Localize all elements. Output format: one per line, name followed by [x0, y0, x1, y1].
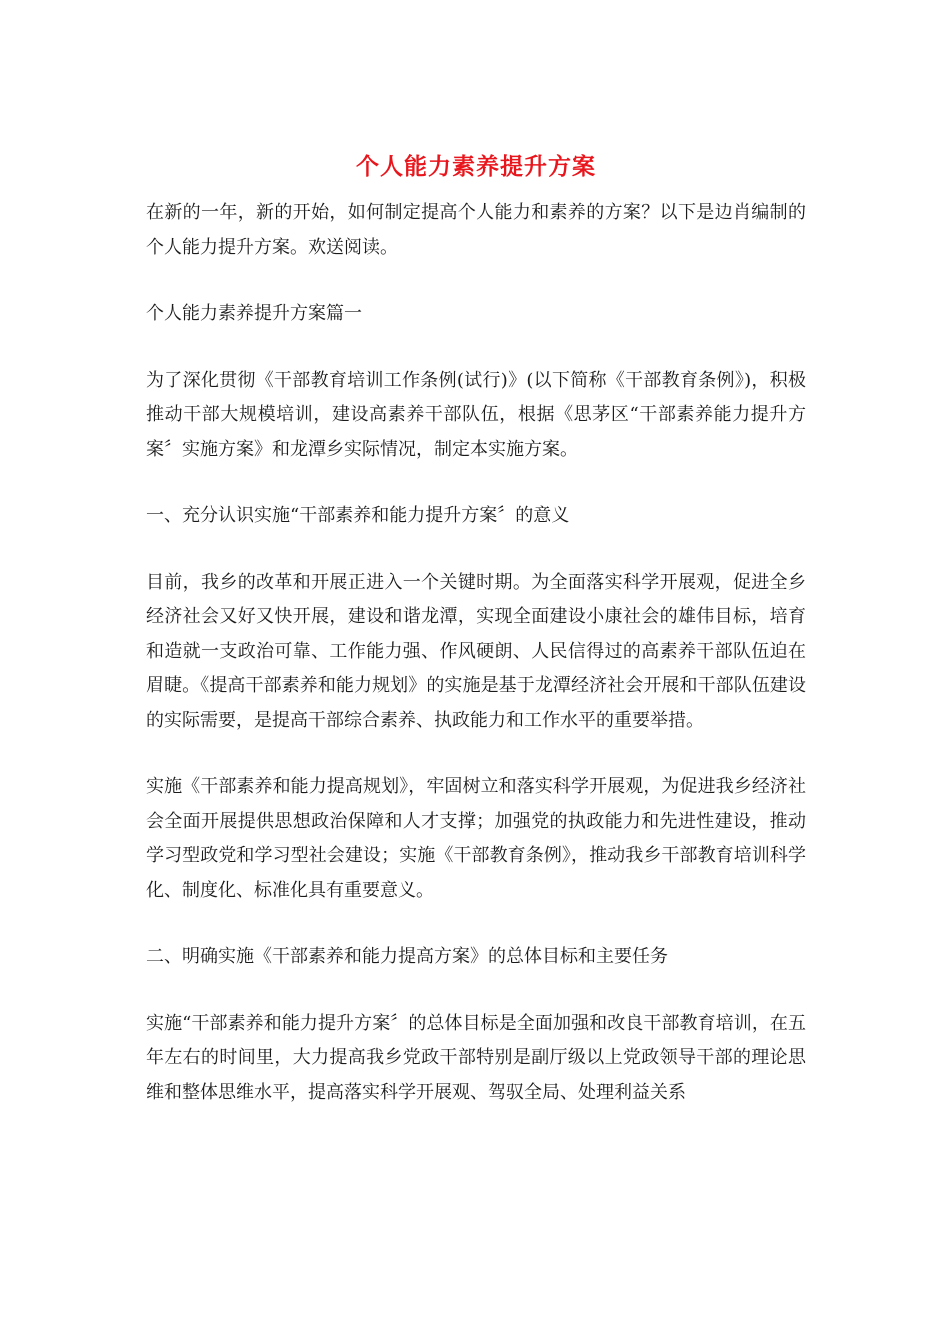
paragraph-2: 目前，我乡的改革和开展正进入一个关键时期。为全面落实科学开展观，促进全乡经济社会又好又快开展，建设和谐龙潭，实现全面建设小康社会的雄伟目标，培育和造就一支政治可靠、工作能力强、作风硬朗、人民信得过的高素养干部队伍迫在眉睫。《提高干部素养和能力规划》的实施是基于龙潭经济社会开展和干部队伍建设的实际需要，是提高干部综合素养、执政能力和工作水平的重要举措。 [146, 571, 806, 731]
intro-paragraph: 在新的一年，新的开始，如何制定提高个人能力和素养的方案？以下是边肖编制的个人能力提升方案。欢送阅读。 [146, 202, 806, 258]
paragraph-1: 为了深化贯彻《干部教育培训工作条例(试行)》(以下简称《干部教育条例》)，积极推动干部大规模培训，建设高素养干部队伍，根据《思茅区“干部素养能力提升方案〞实施方案》和龙潭乡实际情况，制定本实施方案。 [146, 369, 806, 460]
heading-1: 一、充分认识实施“干部素养和能力提升方案〞的意义 [146, 505, 570, 526]
paragraph-3: 实施《干部素养和能力提高规划》，牢固树立和落实科学开展观，为促进我乡经济社会全面开展提供思想政治保障和人才支撑；加强党的执政能力和先进性建设，推动学习型政党和学习型社会建设；实施《干部教育条例》，推动我乡干部教育培训科学化、制度化、标准化具有重要意义。 [146, 776, 806, 901]
heading-2: 二、明确实施《干部素养和能力提高方案》的总体目标和主要任务 [146, 946, 668, 967]
section-title: 个人能力素养提升方案篇一 [146, 303, 362, 324]
paragraph-4: 实施“干部素养和能力提升方案〞的总体目标是全面加强和改良干部教育培训，在五年左右的时间里，大力提高我乡党政干部特别是副厅级以上党政领导干部的理论思维和整体思维水平，提高落实科学开展观、驾驭全局、处理利益关系 [146, 1012, 806, 1103]
document-page [146, 150, 806, 1142]
document-title: 个人能力素养提升方案 [356, 153, 596, 180]
